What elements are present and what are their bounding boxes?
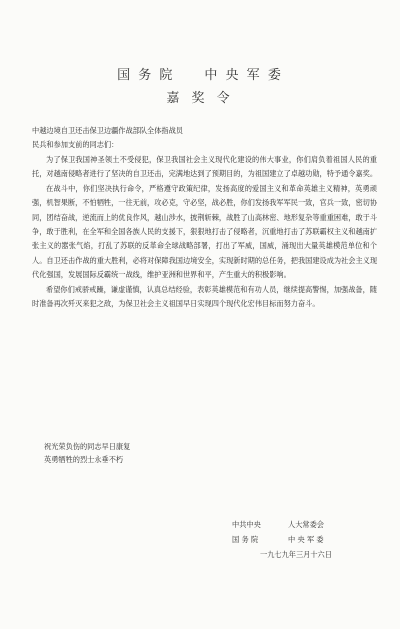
issuing-authorities: 国 务 院 中 央 军 委 <box>117 68 283 83</box>
signature-row <box>232 532 332 547</box>
signatory: 国 务 院 <box>232 535 259 544</box>
signatory: 中 央 军 委 <box>288 535 324 544</box>
signatory: 中共中央 <box>232 520 261 529</box>
body-paragraph: 在战斗中，你们坚决执行命令，严格遵守政策纪律，发扬高度的爱国主义和革命英雄主义精神，英勇顽强，机智果断，不怕牺牲，一往无前，攻必克，守必坚，战必胜，你们发扬我军军民一致，官兵一致，密切协同，团结奋战，逆流而上的优良作风，越山涉水，披荆斩棘，战胜了山高林密、地形复杂等重重困难，敢于斗争，敢于胜利，在全军和全国各族人民的支援下，狠狠地打击了侵略者，沉重地打击了苏联霸权主义和越南扩张主义的嚣张气焰，打乱了苏联的反革命全球战略部署，打出了军威，国威，涌现出大量英雄模范单位和个人。自卫还击作战的重大胜利，必将对保障我国边境安全，实现新时期的总任务，把我国建设成为社会主义现代化强国，发展国际反霸统一战线，维护亚洲和世界和平，产生重大的积极影响。 <box>32 183 378 280</box>
document-title: 嘉 奖 令 <box>166 91 234 106</box>
closing-wishes <box>44 440 130 466</box>
wish-line: 祝光荣负伤的同志早日康复 <box>44 442 131 451</box>
signature-row <box>232 517 332 532</box>
body-paragraph: 希望你们戒骄戒躁，谦虚谨慎，认真总结经验，表彰英雄模范和有功人员，继续提高警惕，加强战备，随时准备再次歼灭来犯之敌，为保卫社会主义祖国早日实现四个现代化宏伟目标而努力奋斗。 <box>32 284 377 309</box>
document-body <box>32 153 377 311</box>
addressee-line: 中越边境自卫还击保卫边疆作战部队全体指战员 <box>32 126 183 135</box>
issue-date: 一九七九年三月十六日 <box>260 550 332 559</box>
body-paragraph: 为了保卫我国神圣领土不受侵犯，保卫我国社会主义现代化建设的伟大事业，你们肩负着祖国人民的重托，对越南侵略者进行了坚决的自卫还击，完满地达到了预期目的，为祖国建立了卓越功勋，特予通令嘉奖。 <box>32 155 378 179</box>
signatory: 人大常委会 <box>288 520 324 529</box>
addressee <box>32 124 183 152</box>
signature-block <box>232 517 332 562</box>
addressee-line: 民兵和参加支前的同志们： <box>32 140 119 149</box>
wish-line: 英勇牺牲的烈士永垂不朽 <box>44 455 124 464</box>
